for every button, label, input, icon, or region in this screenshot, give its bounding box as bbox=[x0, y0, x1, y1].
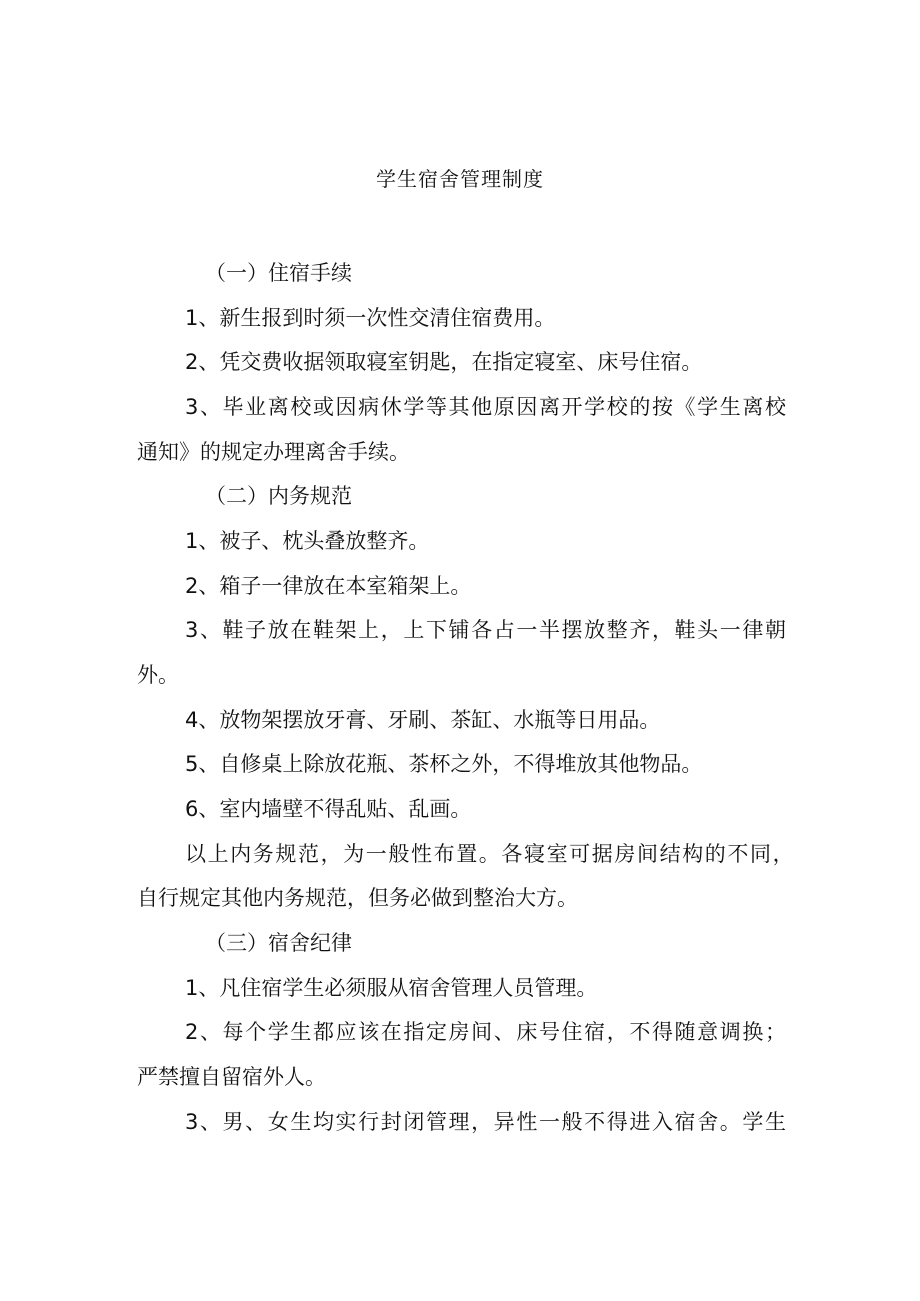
list-item: 1、凡住宿学生必须服从宿舍管理人员管理。 bbox=[185, 976, 598, 1000]
list-item-continuation: 外。 bbox=[137, 663, 179, 687]
document-title: 学生宿舍管理制度 bbox=[376, 167, 544, 191]
list-item: 2、每个学生都应该在指定房间、床号住宿，不得随意调换； bbox=[185, 1020, 788, 1044]
section-heading: （三）宿舍纪律 bbox=[205, 931, 352, 955]
list-item: 5、自修桌上除放花瓶、茶杯之外，不得堆放其他物品。 bbox=[185, 752, 703, 776]
section-heading: （一）住宿手续 bbox=[205, 261, 352, 285]
list-item: 2、凭交费收据领取寝室钥匙，在指定寝室、床号住宿。 bbox=[185, 350, 703, 374]
paragraph-continuation: 自行规定其他内务规范，但务必做到整治大方。 bbox=[137, 886, 578, 910]
list-item: 6、室内墙壁不得乱贴、乱画。 bbox=[185, 797, 472, 821]
list-item: 3、鞋子放在鞋架上，上下铺各占一半摆放整齐，鞋头一律朝 bbox=[185, 618, 788, 642]
list-item: 3、毕业离校或因病休学等其他原因离开学校的按《学生离校 bbox=[185, 395, 788, 419]
section-heading: （二）内务规范 bbox=[205, 484, 352, 508]
list-item: 3、男、女生均实行封闭管理，异性一般不得进入宿舍。学生 bbox=[185, 1110, 788, 1134]
list-item-continuation: 通知》的规定办理离舍手续。 bbox=[137, 440, 410, 464]
list-item: 4、放物架摆放牙膏、牙刷、茶缸、水瓶等日用品。 bbox=[185, 708, 661, 732]
paragraph-line: 以上内务规范，为一般性布置。各寝室可据房间结构的不同， bbox=[185, 842, 796, 866]
list-item-continuation: 严禁擅自留宿外人。 bbox=[137, 1065, 326, 1089]
list-item: 1、被子、枕头叠放整齐。 bbox=[185, 529, 430, 553]
list-item: 1、新生报到时须一次性交清住宿费用。 bbox=[185, 306, 556, 330]
list-item: 2、箱子一律放在本室箱架上。 bbox=[185, 574, 472, 598]
